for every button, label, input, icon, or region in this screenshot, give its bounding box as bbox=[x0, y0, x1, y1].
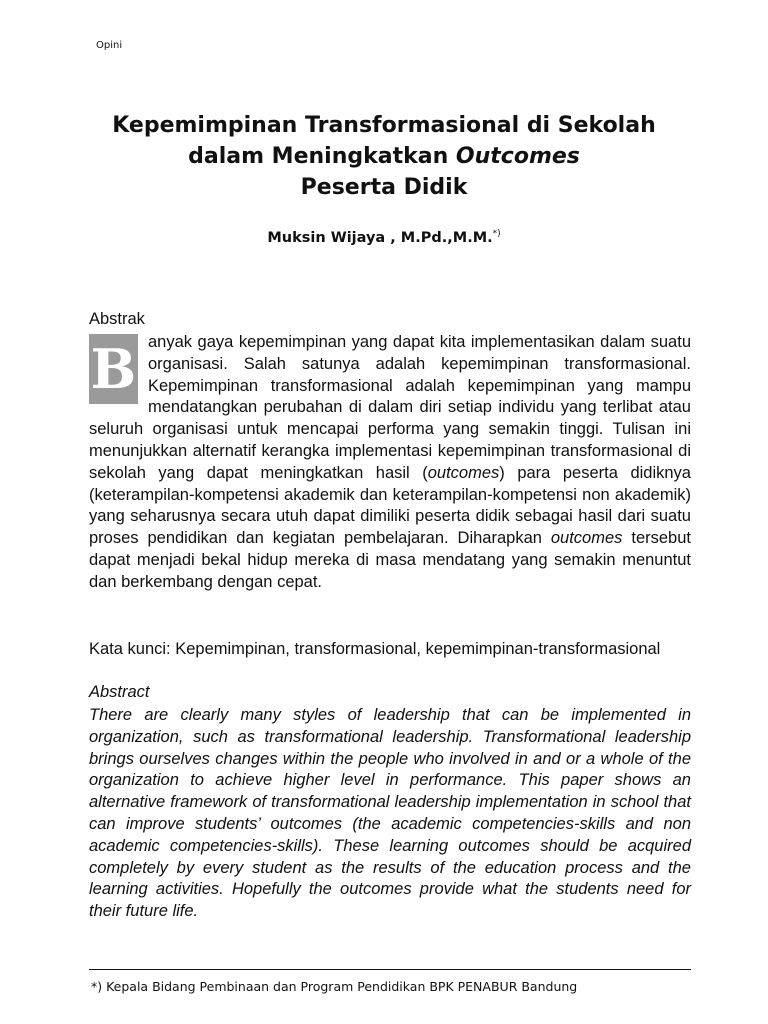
drop-cap: B bbox=[89, 334, 138, 404]
author-name: Muksin Wijaya , M.Pd.,M.M. bbox=[267, 229, 493, 246]
abstract-body: There are clearly many styles of leadership that can be implemented in organization, such as transformational leadership. Transformational leadership brings ourselves changes within the people who involved in and or a whole of the organization to achieve higher level in performance. This paper shows an alternative framework of transformational leadership implementation in school that can improve students’ outcomes (the academic competencies-skills and non academic competencies-skills). These learning outcomes should be acquired completely by every student as the results of the education process and the learning activities. Hopefully the outcomes provide what the students need for their future life. bbox=[89, 706, 691, 921]
abstrak-text-part-1: anyak gaya kepemimpinan yang dapat kita implementasikan dalam suatu organisasi. Salah satunya adalah kepemimpinan transformasional. Kepemimpinan transformasional adalah kepemimpinan yang mampu mendatangkan perubahan di dalam diri setiap individu yang terlibat atau seluruh organisasi untuk mencapai performa yang semakin tinggi. Tulisan ini menunjukkan alternatif kerangka implementasi kepemimpinan transformasional di sekolah yang dapat meningkatkan hasil ( bbox=[89, 333, 691, 482]
article-title bbox=[60, 110, 708, 203]
title-line-2 bbox=[60, 141, 708, 172]
footnote: *) Kepala Bidang Pembinaan dan Program Pendidikan BPK PENABUR Bandung bbox=[91, 979, 578, 994]
title-line-3: Peserta Didik bbox=[300, 175, 468, 200]
abstrak-text-part-2: ) para peserta didiknya (keterampilan-kompetensi akademik dan keterampilan-kompetensi non akademik) yang seharusnya secara utuh dapat dimiliki peserta didik sebagai hasil dari suatu proses pendidikan dan kegiatan pembelajaran. Diharapkan bbox=[89, 463, 691, 548]
title-line-2-prefix: dalam Meningkatkan bbox=[188, 144, 449, 169]
author-footnote-marker: *) bbox=[492, 229, 501, 239]
author-line bbox=[0, 229, 768, 246]
abstrak-emphasis-2: outcomes bbox=[550, 529, 623, 548]
section-label: Opini bbox=[96, 40, 123, 51]
abstrak-emphasis-1: outcomes bbox=[427, 463, 500, 482]
keywords: Kata kunci: Kepemimpinan, transformasional, kepemimpinan-transformasional bbox=[89, 640, 661, 658]
title-emphasis: Outcomes bbox=[455, 144, 580, 169]
abstrak-text-part-3: tersebut dapat menjadi bekal hidup mereka di masa mendatang yang semakin menuntut dan berkembang dengan cepat. bbox=[89, 529, 691, 591]
abstract-heading: Abstract bbox=[89, 683, 150, 701]
footnote-divider bbox=[89, 969, 691, 970]
abstrak-heading: Abstrak bbox=[89, 310, 145, 328]
abstrak-body bbox=[89, 332, 691, 594]
title-line-1: Kepemimpinan Transformasional di Sekolah bbox=[112, 113, 656, 138]
